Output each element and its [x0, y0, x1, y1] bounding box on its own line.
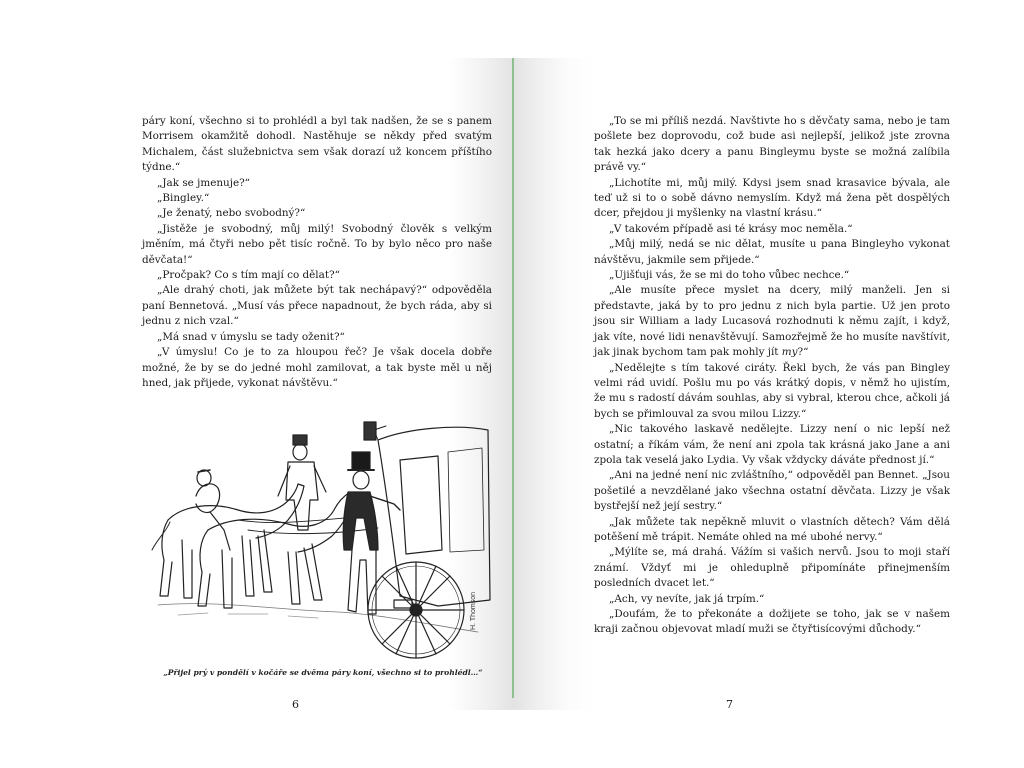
- paragraph: „To se mi příliš nezdá. Navštivte ho s děvčaty sama, nebo je tam pošlete bez doprovodu, což bude asi nejlepší, jelikož jste zrovna tak hezká jako dcery a panu Bingleymu byste se možná zalíbila právě vy.“: [594, 115, 950, 174]
- emphasis: my: [781, 346, 798, 359]
- paragraph: „Lichotíte mi, můj milý. Kdysi jsem snad krasavice bývala, ale teď už si to o sobě dávno nemyslím. Když má žena pět dospělých dcer, přejdou ji myšlenky na vlastní krásu.“: [594, 176, 950, 220]
- paragraph: „Doufám, že to překonáte a dožijete se toho, jak se v našem kraji začnou objevovat mladí muži se čtyřtisícovými důchody.“: [594, 608, 950, 636]
- left-page: [60, 58, 512, 710]
- page-number: 7: [726, 698, 733, 711]
- paragraph: „Nic takového laskavě nedělejte. Lizzy není o nic lepší než ostatní; a říkám vám, že není ani zpola tak krásná jako Jane a ani zpola tak veselá jako Lydia. Vy však vždycky dáváte přednost jí.“: [594, 423, 950, 466]
- paragraph: [594, 283, 950, 360]
- right-page-text: [594, 114, 950, 638]
- paragraph: „V takovém případě asi té krásy moc neměla.“: [609, 222, 853, 235]
- paragraph-text: „Ale musíte přece myslet na dcery, milý manželi. Jen si představte, jaká by to pro jednu z nich byla partie. Už jen proto jsou sir William a lady Lucasová rozhodnuti k němu zajít, i když, jak víte, nové lidi nenavštěvují. Samozřejmě že ho musíte navštívit, jak jinak bychom tam pak mohly jít: [594, 284, 950, 359]
- left-page-text: [142, 114, 492, 391]
- gutter-line: [512, 58, 514, 698]
- paragraph: „Ach, vy nevíte, jak já trpím.“: [609, 592, 765, 605]
- illustration-credit: H. Thomson: [470, 592, 477, 630]
- paragraph: „Jak se jmenuje?“: [157, 176, 250, 189]
- paragraph: „Můj milý, nedá se nic dělat, musíte u pana Bingleyho vykonat návštěvu, jakmile sem přijede.“: [594, 238, 950, 266]
- paragraph: „Ujišťuji vás, že se mi do toho vůbec nechce.“: [609, 269, 850, 282]
- paragraph: „Ani na jedné není nic zvláštního,“ odpověděl pan Bennet. „Jsou pošetilé a nevzdělané jako všechna ostatní děvčata. Lizzy je však bystřejší než její sestry.“: [594, 469, 950, 513]
- carriage-illustration: [138, 400, 498, 676]
- paragraph: „Mýlíte se, má drahá. Vážím si vašich nervů. Jsou to moji staří známí. Vždyť mi je ohleduplně připomínáte přinejmenším posledních dvacet let.“: [594, 546, 950, 590]
- paragraph: „Má snad v úmyslu se tady oženit?“: [157, 330, 345, 343]
- right-page: [512, 58, 964, 710]
- page-number: 6: [292, 698, 299, 711]
- paragraph: „Ale drahý choti, jak můžete být tak nechápavý?“ odpověděla paní Bennetová. „Musí vás přece napadnout, že bych ráda, aby si jednu z nich vzal.“: [142, 284, 492, 328]
- paragraph: „V úmyslu! Co je to za hloupou řeč? Je však docela dobře možné, že by se do jedné mohl zamilovat, a tak byste měl u něj hned, jak přijede, vykonat návštěvu.“: [142, 346, 492, 389]
- paragraph: „Nedělejte s tím takové ciráty. Řekl bych, že vás pan Bingley velmi rád uvidí. Pošlu mu po vás krátký dopis, v němž ho ujistím, že mu s radostí dávám souhlas, aby si vybral, kterou chce, ačkoli já bych se přimlouval za svou milou Lizzy.“: [594, 361, 950, 420]
- paragraph: „Je ženatý, nebo svobodný?“: [157, 207, 306, 220]
- paragraph: „Jistěže je svobodný, můj milý! Svobodný člověk s velkým jměním, má čtyři nebo pět tisíc ročně. To by bylo něco pro naše děvčata!“: [142, 222, 492, 266]
- illustration-caption: „Přijel prý v pondělí v kočáře se dvěma páry koní, všechno si to prohlédl…“: [163, 668, 483, 677]
- paragraph: „Bingley.“: [157, 192, 210, 205]
- paragraph: páry koní, všechno si to prohlédl a byl tak nadšen, že se s panem Morrisem okamžitě dohodl. Nastěhuje se někdy před svatým Michalem, část služebnictva sem však dorazí už koncem příštího týdne.“: [142, 115, 492, 174]
- paragraph: „Pročpak? Co s tím mají co dělat?“: [157, 269, 340, 282]
- paragraph: „Jak můžete tak nepěkně mluvit o vlastních dětech? Vám dělá potěšení mě trápit. Nemáte ohled na mé ubohé nervy.“: [594, 515, 950, 543]
- paragraph-tail: ?“: [797, 346, 809, 359]
